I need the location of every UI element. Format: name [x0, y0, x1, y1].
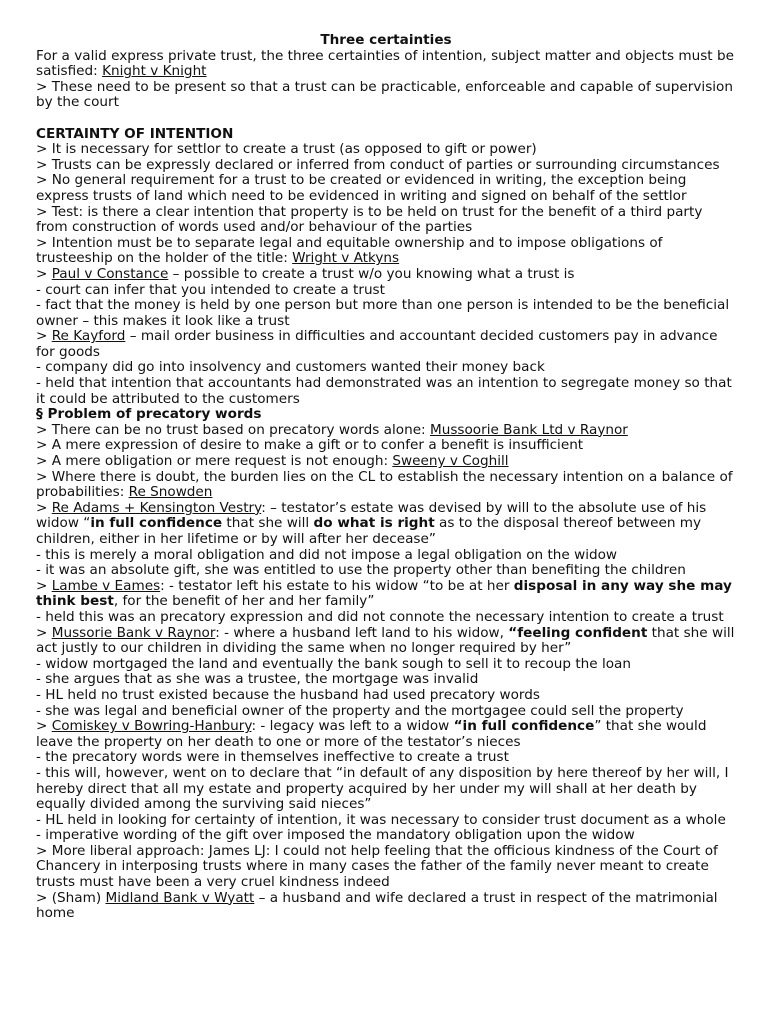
paragraph — [36, 283, 736, 299]
paragraph — [36, 236, 736, 267]
text-run: - imperative wording of the gift over imposed the mandatory obligation upon the widow — [36, 827, 635, 844]
paragraph — [36, 657, 736, 673]
text-run: – mail order business in difficulties and accountant decided customers pay in advance for goods — [36, 328, 718, 360]
text-run: – a husband and wife declared a trust in respect of the matrimonial home — [36, 889, 718, 922]
paragraph — [36, 672, 736, 688]
text-run: > These need to be present so that a trust can be practicable, enforceable and capable of supervision by the court — [36, 78, 733, 111]
text-run: that she will act justly to our children in dividing the same when no longer required by her” — [36, 624, 735, 657]
document-body — [36, 49, 736, 922]
text-run: > — [36, 328, 52, 345]
paragraph — [36, 828, 736, 844]
paragraph — [36, 891, 736, 922]
case-citation: Re Adams + Kensington Vestry — [51, 499, 262, 516]
paragraph — [36, 158, 736, 174]
emphasis-text: disposal in any way she may think best — [36, 577, 732, 610]
case-citation: Paul v Constance — [51, 265, 169, 282]
case-citation: Wright v Atkyns — [292, 250, 400, 267]
text-run: > — [36, 265, 52, 282]
text-run: > More liberal approach: James LJ: I could not help feeling that the officious kindness of the Court of Chancery in interposing trusts where in many cases the father of the family never meant to create trusts must have been a very cruel kindness indeed — [36, 842, 718, 891]
paragraph — [36, 579, 736, 610]
paragraph — [36, 142, 736, 158]
text-run: - she was legal and beneficial owner of the property and the mortgagee could sell the property — [36, 702, 684, 719]
paragraph — [36, 766, 736, 813]
text-run: > It is necessary for settlor to create a trust (as opposed to gift or power) — [36, 141, 537, 158]
text-run: : - testator left his estate to his widow “to be at her — [160, 577, 514, 594]
text-run: - company did go into insolvency and customers wanted their money back — [36, 359, 545, 376]
paragraph — [36, 844, 736, 891]
section-heading — [36, 127, 736, 143]
paragraph — [36, 438, 736, 454]
paragraph — [36, 376, 736, 407]
text-run: - court can infer that you intended to create a trust — [36, 281, 385, 298]
text-run: - held that intention that accountants had demonstrated was an intention to segregate money so that it could be attributed to the customers — [36, 375, 732, 407]
text-run: - this is merely a moral obligation and did not impose a legal obligation on the widow — [36, 546, 618, 563]
text-run: > — [36, 624, 52, 641]
paragraph — [36, 750, 736, 766]
case-citation: Re Snowden — [128, 484, 213, 501]
paragraph — [36, 173, 736, 204]
text-run: § Problem of precatory words — [36, 406, 262, 423]
paragraph — [36, 470, 736, 501]
document-page — [36, 33, 736, 922]
emphasis-text: do what is right — [313, 515, 435, 532]
text-run: that she will — [222, 515, 314, 532]
text-run: – possible to create a trust w/o you knowing what a trust is — [168, 265, 575, 282]
paragraph — [36, 563, 736, 579]
case-citation: Lambe v Eames — [51, 577, 161, 594]
case-citation: Midland Bank v Wyatt — [105, 889, 255, 906]
text-run: - HL held no trust existed because the husband had used precatory words — [36, 686, 540, 703]
text-run: > — [36, 718, 52, 735]
paragraph — [36, 267, 736, 283]
emphasis-text: “in full confidence — [453, 718, 595, 735]
paragraph — [36, 501, 736, 548]
text-run: , for the benefit of her and her family” — [113, 593, 375, 610]
paragraph — [36, 688, 736, 704]
paragraph — [36, 80, 736, 111]
paragraph — [36, 626, 736, 657]
text-run: > — [36, 577, 52, 594]
text-run: - she argues that as she was a trustee, the mortgage was invalid — [36, 671, 479, 688]
case-citation: Mussoorie Bank Ltd v Raynor — [429, 421, 628, 438]
text-run: > A mere obligation or mere request is not enough: — [36, 453, 393, 470]
text-run: as to the disposal thereof between my children, either in her lifetime or by will after her decease” — [36, 515, 702, 547]
paragraph — [36, 719, 736, 750]
case-citation: Re Kayford — [51, 328, 126, 345]
text-run: > Test: is there a clear intention that property is to be held on trust for the benefit of a third party from construction of words used and/or behaviour of the parties — [36, 203, 703, 236]
text-run: > Intention must be to separate legal and equitable ownership and to impose obligations of trusteeship on the holder of the title: — [36, 234, 663, 267]
paragraph — [36, 704, 736, 720]
text-run: - the precatory words were in themselves ineffective to create a trust — [36, 749, 509, 766]
emphasis-text: “feeling confident — [508, 624, 648, 641]
text-run: > No general requirement for a trust to be created or evidenced in writing, the exception being express trusts of land which need to be evidenced in writing and signed on behalf of the settlor — [36, 172, 687, 204]
text-run: - HL held in looking for certainty of intention, it was necessary to consider trust document as a whole — [36, 811, 726, 828]
paragraph — [36, 548, 736, 564]
text-run: > (Sham) — [36, 889, 106, 906]
text-run: > — [36, 499, 52, 516]
case-citation: Mussorie Bank v Raynor — [51, 624, 216, 641]
text-run: : – testator’s estate was devised by will to the absolute use of his widow “ — [36, 499, 707, 532]
text-run: - fact that the money is held by one person but more than one person is intended to be the beneficial owner – this makes it look like a trust — [36, 297, 730, 329]
text-run: ” that she would leave the property on her death to one or more of the testator’s nieces — [36, 718, 707, 750]
paragraph — [36, 360, 736, 376]
paragraph — [36, 298, 736, 329]
text-run: > Where there is doubt, the burden lies on the CL to establish the necessary intention on a balance of probabilities: — [36, 468, 733, 501]
section-heading — [36, 407, 736, 423]
case-citation: Sweeny v Coghill — [392, 453, 509, 470]
text-run: : - legacy was left to a widow — [251, 718, 454, 735]
case-citation: Comiskey v Bowring-Hanbury — [51, 718, 252, 735]
emphasis-text: in full confidence — [90, 515, 223, 532]
paragraph — [36, 813, 736, 829]
document-title: Three certainties — [320, 32, 452, 48]
text-run: - widow mortgaged the land and eventually the bank sough to sell it to recoup the loan — [36, 655, 632, 672]
paragraph — [36, 49, 736, 80]
case-citation: Knight v Knight — [102, 63, 207, 80]
text-run: - this will, however, went on to declare that “in default of any disposition by here thereof by her will, I hereby direct that all my estate and property acquired by her under my will shall at her death by equally divided among the surviving said nieces” — [36, 764, 729, 813]
text-run: CERTAINTY OF INTENTION — [36, 125, 234, 142]
paragraph — [36, 329, 736, 360]
text-run: : - where a husband left land to his widow, — [215, 624, 509, 641]
text-run: - it was an absolute gift, she was entitled to use the property other than benefiting the children — [36, 562, 686, 579]
text-run: > Trusts can be expressly declared or inferred from conduct of parties or surrounding circumstances — [36, 156, 720, 173]
text-run: For a valid express private trust, the three certainties of intention, subject matter and objects must be satisfied: — [36, 47, 734, 80]
paragraph — [36, 454, 736, 470]
text-run: - held this was an precatory expression and did not connote the necessary intention to create a trust — [36, 608, 724, 625]
paragraph — [36, 205, 736, 236]
blank-line — [36, 111, 736, 127]
text-run: > A mere expression of desire to make a gift or to confer a benefit is insufficient — [36, 437, 584, 454]
paragraph — [36, 610, 736, 626]
paragraph — [36, 423, 736, 439]
text-run: > There can be no trust based on precatory words alone: — [36, 421, 430, 438]
